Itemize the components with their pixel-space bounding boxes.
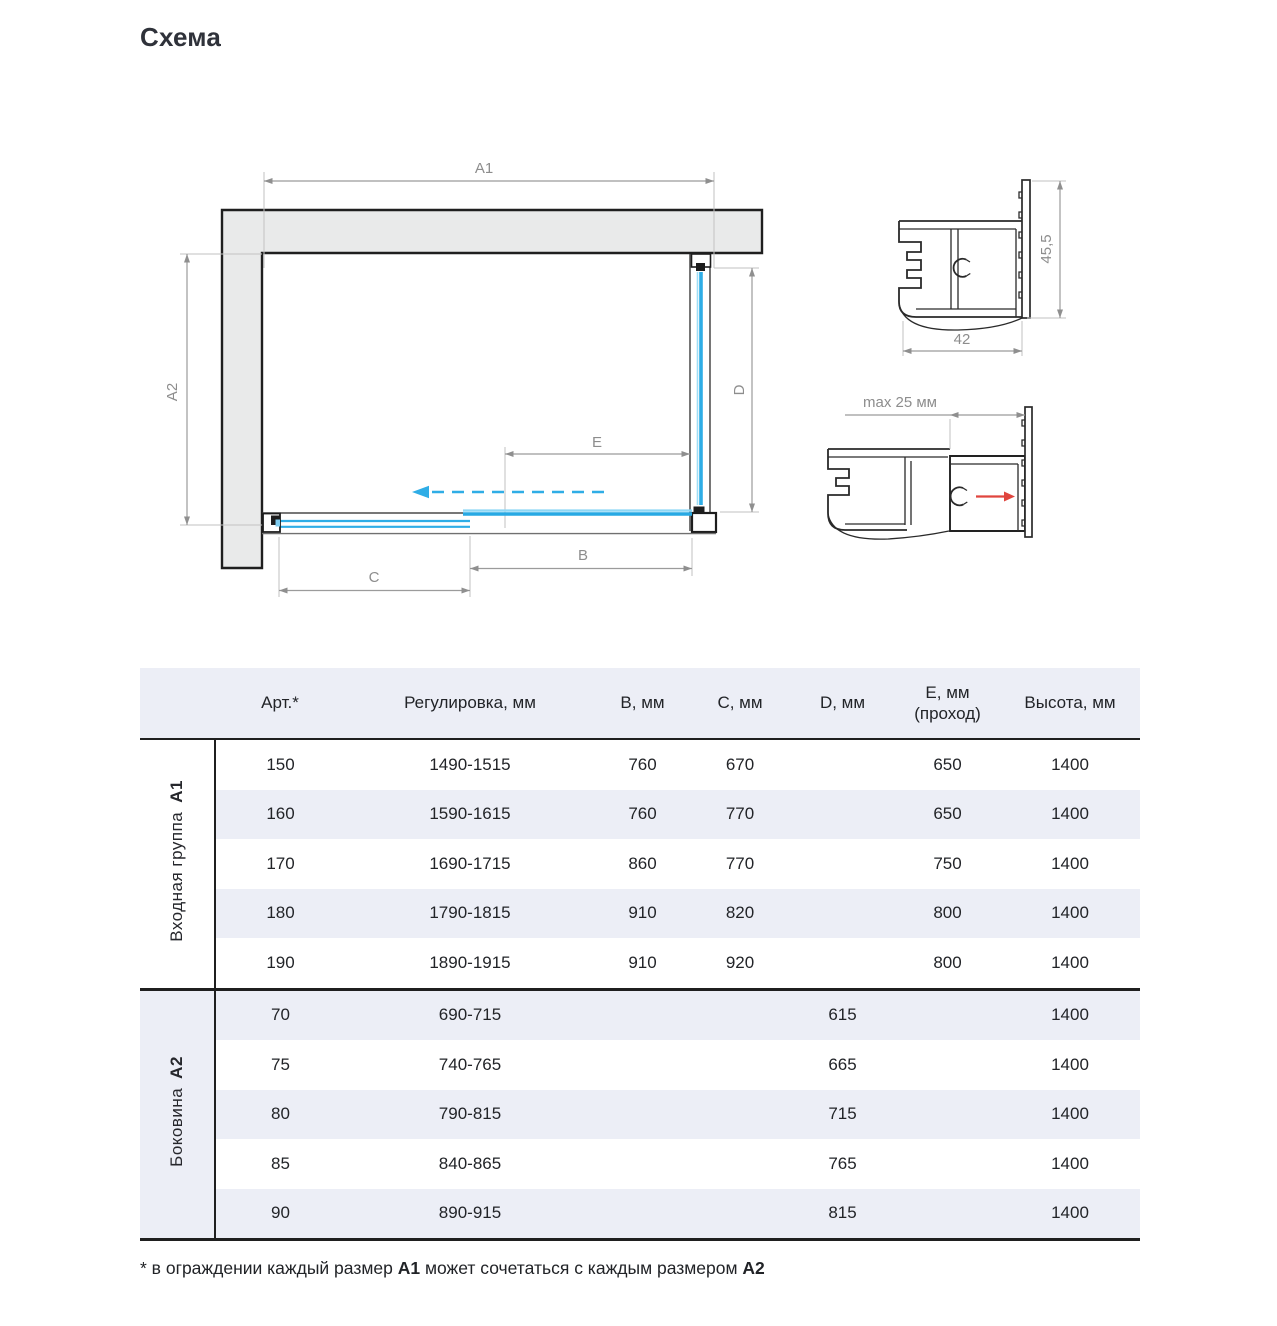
footnote-code-a2: А2	[742, 1258, 765, 1278]
cell-b: 910	[595, 889, 690, 939]
cell-adjustment: 1690-1715	[345, 839, 595, 889]
cell-b: 760	[595, 739, 690, 790]
cell-e: 750	[895, 839, 1000, 889]
dim-label-d: D	[731, 384, 748, 396]
cell-adjustment: 1890-1915	[345, 938, 595, 989]
cell-d	[790, 839, 895, 889]
cell-c: 770	[690, 790, 790, 840]
cell-c	[690, 1189, 790, 1240]
header-e-line2: (проход)	[914, 704, 981, 723]
table-row	[140, 1090, 1140, 1140]
group-label-side	[140, 989, 215, 1240]
cell-e: 800	[895, 889, 1000, 939]
side-panel-glass	[690, 254, 716, 532]
group-label-text: Боковина	[167, 1088, 186, 1168]
cell-art: 90	[215, 1189, 345, 1240]
dimension-b	[470, 536, 692, 597]
track-and-panels	[262, 511, 716, 534]
cell-d	[790, 739, 895, 790]
cell-adjustment: 1490-1515	[345, 739, 595, 790]
cell-c	[690, 1040, 790, 1090]
header-e	[895, 668, 1000, 739]
group-label-entrance	[140, 739, 215, 989]
cell-art: 70	[215, 989, 345, 1040]
cell-art: 170	[215, 839, 345, 889]
corner-profile	[692, 513, 716, 532]
dim-label-a2: A2	[164, 382, 181, 402]
wall-flange	[1022, 180, 1030, 318]
cell-art: 190	[215, 938, 345, 989]
table-row	[140, 739, 1140, 790]
cell-art: 180	[215, 889, 345, 939]
footnote-code-a1: А1	[397, 1258, 421, 1278]
footnote	[140, 1258, 765, 1279]
cell-art: 80	[215, 1090, 345, 1140]
header-adjustment: Регулировка, мм	[345, 668, 595, 739]
group-code: А1	[167, 780, 186, 804]
cell-e: 800	[895, 938, 1000, 989]
cell-height: 1400	[1000, 1040, 1140, 1090]
slide-direction-arrow	[412, 486, 604, 498]
cell-art: 85	[215, 1139, 345, 1189]
group-code: А2	[167, 1056, 186, 1080]
spec-table	[140, 668, 1140, 1241]
wall-flange	[1025, 407, 1032, 537]
profile-detail-top	[899, 180, 1066, 356]
cell-adjustment: 890-915	[345, 1189, 595, 1240]
schematic-diagram	[0, 0, 1277, 655]
cell-b	[595, 1090, 690, 1140]
dimension-c	[279, 537, 470, 597]
cell-c	[690, 989, 790, 1040]
header-e-line1: E, мм	[925, 682, 970, 702]
cell-art: 75	[215, 1040, 345, 1090]
cell-c: 820	[690, 889, 790, 939]
footnote-text: может сочетаться с каждым размером	[420, 1258, 743, 1278]
cell-art: 160	[215, 790, 345, 840]
cell-d: 715	[790, 1090, 895, 1140]
table-row	[140, 1139, 1140, 1189]
cell-b	[595, 1040, 690, 1090]
cell-e: 650	[895, 790, 1000, 840]
cell-b	[595, 989, 690, 1040]
cell-b: 760	[595, 790, 690, 840]
header-height: Высота, мм	[1000, 668, 1140, 739]
cell-e	[895, 1189, 1000, 1240]
cell-d	[790, 790, 895, 840]
cell-d	[790, 889, 895, 939]
cell-c	[690, 1090, 790, 1140]
cell-b: 910	[595, 938, 690, 989]
cell-height: 1400	[1000, 1189, 1140, 1240]
cell-height: 1400	[1000, 790, 1140, 840]
table-row	[140, 938, 1140, 989]
header-group	[140, 668, 215, 739]
table-row	[140, 1189, 1140, 1240]
cell-height: 1400	[1000, 739, 1140, 790]
cell-c	[690, 1139, 790, 1189]
cell-c: 670	[690, 739, 790, 790]
table-row	[140, 790, 1140, 840]
cell-height: 1400	[1000, 889, 1140, 939]
cell-adjustment: 840-865	[345, 1139, 595, 1189]
cell-d	[790, 938, 895, 989]
table-row	[140, 989, 1140, 1040]
dim-label-b: B	[577, 547, 589, 564]
cell-d: 765	[790, 1139, 895, 1189]
cell-e	[895, 1040, 1000, 1090]
cell-b: 860	[595, 839, 690, 889]
cell-adjustment: 1790-1815	[345, 889, 595, 939]
table-row	[140, 1040, 1140, 1090]
dim-label-profile-width: 42	[953, 331, 971, 348]
cell-c: 920	[690, 938, 790, 989]
cell-b	[595, 1189, 690, 1240]
cell-d: 665	[790, 1040, 895, 1090]
cell-b	[595, 1139, 690, 1189]
table-row	[140, 889, 1140, 939]
group-label-text: Входная группа	[167, 812, 186, 943]
table-header-row	[140, 668, 1140, 739]
cell-adjustment: 790-815	[345, 1090, 595, 1140]
cell-adjustment: 740-765	[345, 1040, 595, 1090]
cell-height: 1400	[1000, 989, 1140, 1040]
dim-label-profile-height: 45,5	[1038, 234, 1055, 264]
cell-adjustment: 1590-1615	[345, 790, 595, 840]
cell-d: 615	[790, 989, 895, 1040]
dim-label-c: C	[368, 569, 380, 586]
cell-height: 1400	[1000, 839, 1140, 889]
screw-boss	[954, 259, 967, 277]
gasket-lip	[828, 514, 949, 539]
header-d: D, мм	[790, 668, 895, 739]
dim-label-e: E	[591, 434, 603, 451]
cell-height: 1400	[1000, 1090, 1140, 1140]
dim-label-adjustment: max 25 мм	[863, 394, 937, 411]
cell-c: 770	[690, 839, 790, 889]
dimension-d	[714, 268, 759, 512]
table-row	[140, 839, 1140, 889]
header-c: C, мм	[690, 668, 790, 739]
header-art: Арт.*	[215, 668, 345, 739]
header-b: B, мм	[595, 668, 690, 739]
profile-detail-bottom	[828, 394, 1032, 539]
page-title: Схема	[140, 22, 222, 52]
cell-height: 1400	[1000, 1139, 1140, 1189]
cell-art: 150	[215, 739, 345, 790]
dim-label-a1: A1	[474, 160, 494, 177]
footnote-text: * в ограждении каждый размер	[140, 1258, 398, 1278]
cell-e: 650	[895, 739, 1000, 790]
cell-adjustment: 690-715	[345, 989, 595, 1040]
cell-e	[895, 989, 1000, 1040]
cell-e	[895, 1090, 1000, 1140]
cell-d: 815	[790, 1189, 895, 1240]
cell-e	[895, 1139, 1000, 1189]
cell-height: 1400	[1000, 938, 1140, 989]
